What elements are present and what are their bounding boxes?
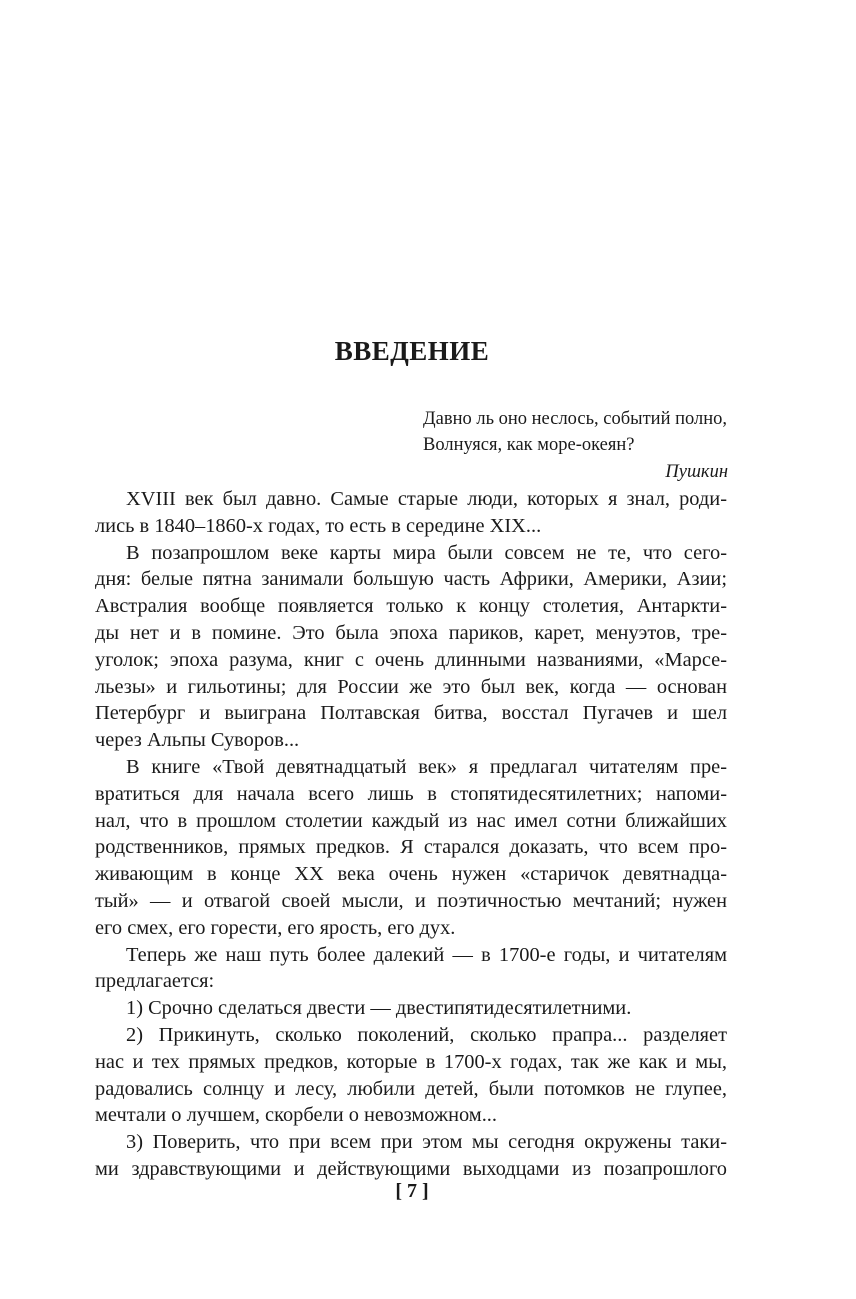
- text-line: XVIII век был давно. Самые старые люди, которых я знал, роди-: [126, 488, 727, 510]
- epigraph-line: Давно ль оно неслось, событий полно,: [423, 409, 728, 429]
- text-line: дня: белые пятна занимали большую часть Африки, Америки, Азии;: [95, 568, 727, 591]
- text-line: ми здравствующими и действующими выходцами из позапрошлого: [95, 1157, 727, 1180]
- text-line: уголок; эпоха разума, книг с очень длинными названиями, «Марсе-: [95, 648, 727, 671]
- text-line: Петербург и выиграна Полтавская битва, восстал Пугачев и шел: [95, 702, 727, 725]
- text-line: через Альпы Суворов...: [95, 729, 300, 752]
- text-line: Австралия вообще появляется только к концу столетия, Антаркти-: [95, 595, 727, 618]
- text-line: В позапрошлом веке карты мира были совсем не те, что сего-: [126, 541, 727, 564]
- text-line: родственников, прямых предков. Я старался доказать, что всем про-: [95, 836, 727, 859]
- epigraph-author: Пушкин: [665, 462, 728, 482]
- text-line: льезы» и гильотины; для России же это был век, когда — основан: [95, 675, 727, 698]
- text-line: мечтали о лучшем, скорбели о невозможном...: [95, 1104, 497, 1127]
- text-line: нал, что в прошлом столетии каждый из нас имел сотни ближайших: [95, 809, 727, 832]
- text-line: предлагается:: [95, 970, 215, 993]
- text-line: нас и тех прямых предков, которые в 1700-х годах, так же как и мы,: [95, 1050, 727, 1073]
- text-line: ды нет и в помине. Это была эпоха париков, карет, менуэтов, тре-: [95, 621, 727, 644]
- text-line: Теперь же наш путь более далекий — в 1700-е годы, и читателям: [126, 943, 727, 966]
- page-number: [ 7 ]: [395, 1180, 429, 1202]
- text-line: вратиться для начала всего лишь в стопятидесятилетних; напоми-: [95, 782, 727, 805]
- chapter-title: ВВЕДЕНИЕ: [334, 336, 490, 366]
- epigraph: [423, 406, 728, 485]
- text-line: лись в 1840–1860-х годах, то есть в середине XIX...: [95, 514, 542, 537]
- text-line: живающим в конце XX века очень нужен «старичок девятнадца-: [95, 863, 727, 886]
- text-line: В книге «Твой девятнадцатый век» я предлагал читателям пре-: [126, 755, 727, 778]
- text-line: его смех, его горести, его ярость, его дух.: [95, 916, 456, 939]
- list-item: 3) Поверить, что при всем при этом мы сегодня окружены таки-: [126, 1131, 727, 1154]
- text-line: радовались солнцу и лесу, любили детей, были потомков не глупее,: [95, 1077, 727, 1100]
- epigraph-line: Волнуяся, как море-океян?: [423, 435, 635, 455]
- body-text: [95, 486, 727, 1183]
- list-item: 1) Срочно сделаться двести — двестипятидесятилетними.: [126, 997, 632, 1020]
- list-item: 2) Прикинуть, сколько поколений, сколько прапра... разделяет: [126, 1023, 727, 1046]
- text-line: тый» — и отвагой своей мысли, и поэтичностью мечтаний; нужен: [95, 889, 727, 912]
